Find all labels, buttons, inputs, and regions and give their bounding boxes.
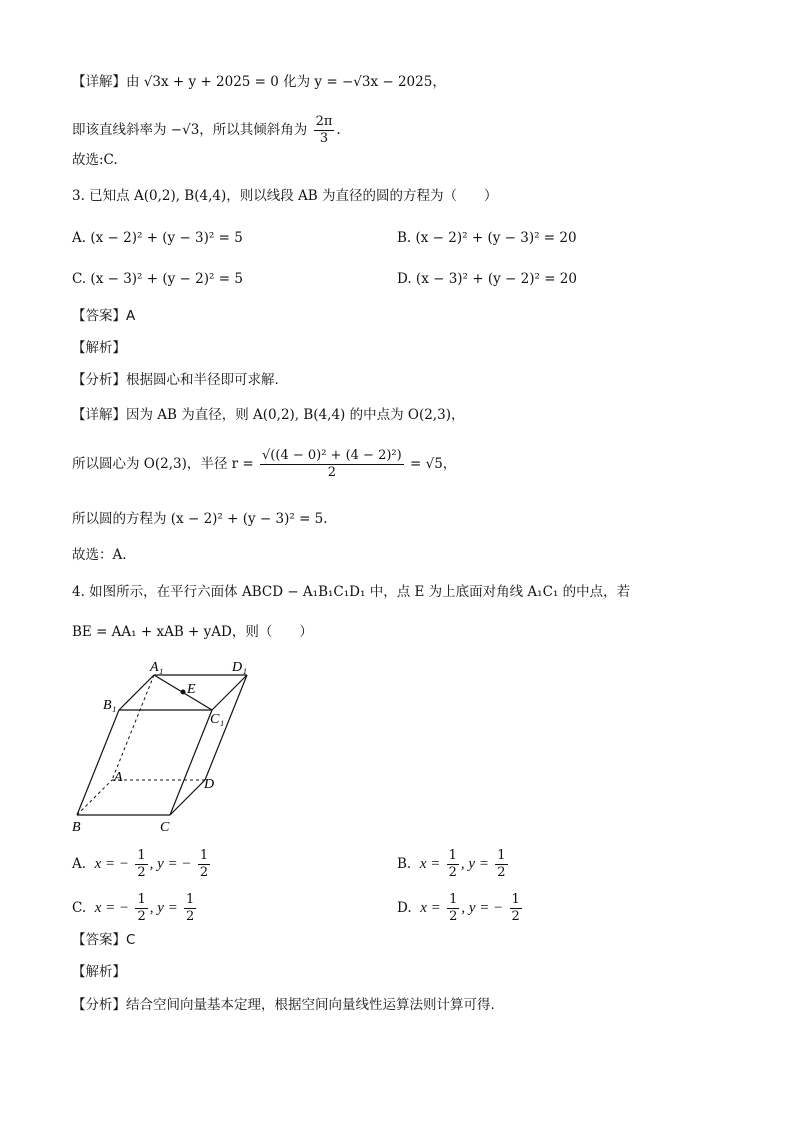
- label-d1: D₁: [232, 660, 247, 675]
- label-a1: A₁: [150, 660, 164, 675]
- option-4c: [72, 892, 198, 925]
- parallelepiped-figure: [70, 655, 260, 835]
- x-den: 2: [449, 909, 458, 924]
- option-label: C.: [72, 900, 87, 916]
- y-num: 1: [511, 892, 520, 907]
- line-choose-c: 故选:C.: [72, 152, 118, 168]
- line-detail-slope: 【详解】由 √3x + y + 2025 = 0 化为 y = −√3x − 2025，: [72, 74, 446, 90]
- edge-c1c: [170, 710, 215, 815]
- question-4: 4. 如图所示，在平行六面体 ABCD − A₁B₁C₁D₁ 中，点 E 为上底面对角线 A₁C₁ 的中点，若: [72, 584, 631, 600]
- radius-result: = √5，: [410, 456, 457, 472]
- option-x: x = −: [94, 856, 130, 872]
- label-e: E: [187, 682, 196, 697]
- edge-d1c1: [212, 675, 247, 710]
- option-4d: [397, 892, 524, 925]
- x-den: 2: [137, 865, 146, 880]
- choose-a: 故选：A.: [72, 547, 127, 563]
- option-3d: D. (x − 3)² + (y − 2)² = 20: [397, 271, 577, 287]
- option-4b: [397, 848, 510, 881]
- detail-3: 【详解】因为 AB 为直径，则 A(0,2), B(4,4) 的中点为 O(2,3)，: [72, 407, 465, 423]
- y-den: 2: [497, 865, 506, 880]
- x-den: 2: [137, 909, 146, 924]
- radius-numerator: √((4 − 0)² + (4 − 2)²): [262, 448, 402, 463]
- question-4-vector: BE = AA₁ + xAB + yAD，则（ ）: [72, 624, 313, 640]
- y-den: 2: [186, 909, 195, 924]
- edge-a1a-hidden: [112, 675, 154, 780]
- radius-line: [72, 448, 456, 481]
- label-b: B: [72, 820, 81, 835]
- option-x: x = −: [94, 900, 130, 916]
- option-y: , y =: [149, 900, 178, 916]
- option-y: , y = −: [461, 900, 504, 916]
- y-den: 2: [199, 865, 209, 880]
- x-num: 1: [137, 892, 146, 907]
- edge-ba-hidden: [77, 780, 112, 815]
- analysis-note-3: 【分析】根据圆心和半径即可求解.: [72, 372, 279, 388]
- analysis-3: 【解析】: [72, 340, 126, 356]
- radius-text: 所以圆心为 O(2,3)，半径 r =: [72, 456, 254, 472]
- edge-cd: [170, 780, 205, 815]
- y-num: 1: [199, 848, 209, 863]
- option-x: x =: [419, 856, 441, 872]
- edge-b1b: [77, 710, 119, 815]
- circle-equation: 所以圆的方程为 (x − 2)² + (y − 3)² = 5.: [72, 511, 328, 527]
- option-label: B.: [397, 856, 412, 872]
- y-num: 1: [186, 892, 195, 907]
- label-d: D: [204, 777, 215, 792]
- line-slope-angle: 即该直线斜率为 −√3，所以其倾斜角为 $\frac{2\pi}{3}$ .: [72, 114, 341, 146]
- edge-a1b1: [119, 675, 154, 710]
- option-label: A.: [72, 856, 87, 872]
- option-3a: A. (x − 2)² + (y − 3)² = 5: [72, 230, 243, 246]
- option-y: , y = −: [149, 856, 192, 872]
- option-x: x =: [420, 900, 441, 916]
- fraction-numerator: 2π: [315, 114, 333, 129]
- point-e: [181, 690, 186, 695]
- option-label: D.: [397, 900, 412, 916]
- answer-3: 【答案】A: [72, 308, 136, 324]
- option-3b: B. (x − 2)² + (y − 3)² = 20: [397, 230, 577, 246]
- answer-4: 【答案】C: [72, 932, 136, 948]
- analysis-note-4: 【分析】结合空间向量基本定理，根据空间向量线性运算法则计算可得.: [72, 997, 495, 1013]
- y-num: 1: [497, 848, 506, 863]
- radius-fraction: [260, 448, 404, 481]
- option-y: , y =: [460, 856, 489, 872]
- x-num: 1: [448, 848, 457, 863]
- x-num: 1: [137, 848, 146, 863]
- option-3c: C. (x − 3)² + (y − 2)² = 5: [72, 271, 243, 287]
- x-den: 2: [448, 865, 457, 880]
- radius-denominator: 2: [327, 465, 336, 480]
- parallelepiped-svg: [70, 655, 260, 835]
- x-num: 1: [449, 892, 458, 907]
- slope-text: 即该直线斜率为 −√3，所以其倾斜角为: [72, 122, 308, 138]
- label-c: C: [160, 820, 170, 835]
- option-4a: [72, 848, 212, 881]
- fraction-2pi-3: [314, 114, 335, 147]
- edge-d1d: [205, 675, 247, 780]
- label-a: A: [114, 770, 123, 785]
- label-b1: B₁: [103, 698, 117, 713]
- analysis-4: 【解析】: [72, 964, 126, 980]
- question-3: 3. 已知点 A(0,2), B(4,4)，则以线段 AB 为直径的圆的方程为（ ）: [72, 188, 498, 204]
- label-c1: C₁: [210, 712, 225, 727]
- fraction-denominator: 3: [319, 131, 329, 146]
- y-den: 2: [511, 909, 520, 924]
